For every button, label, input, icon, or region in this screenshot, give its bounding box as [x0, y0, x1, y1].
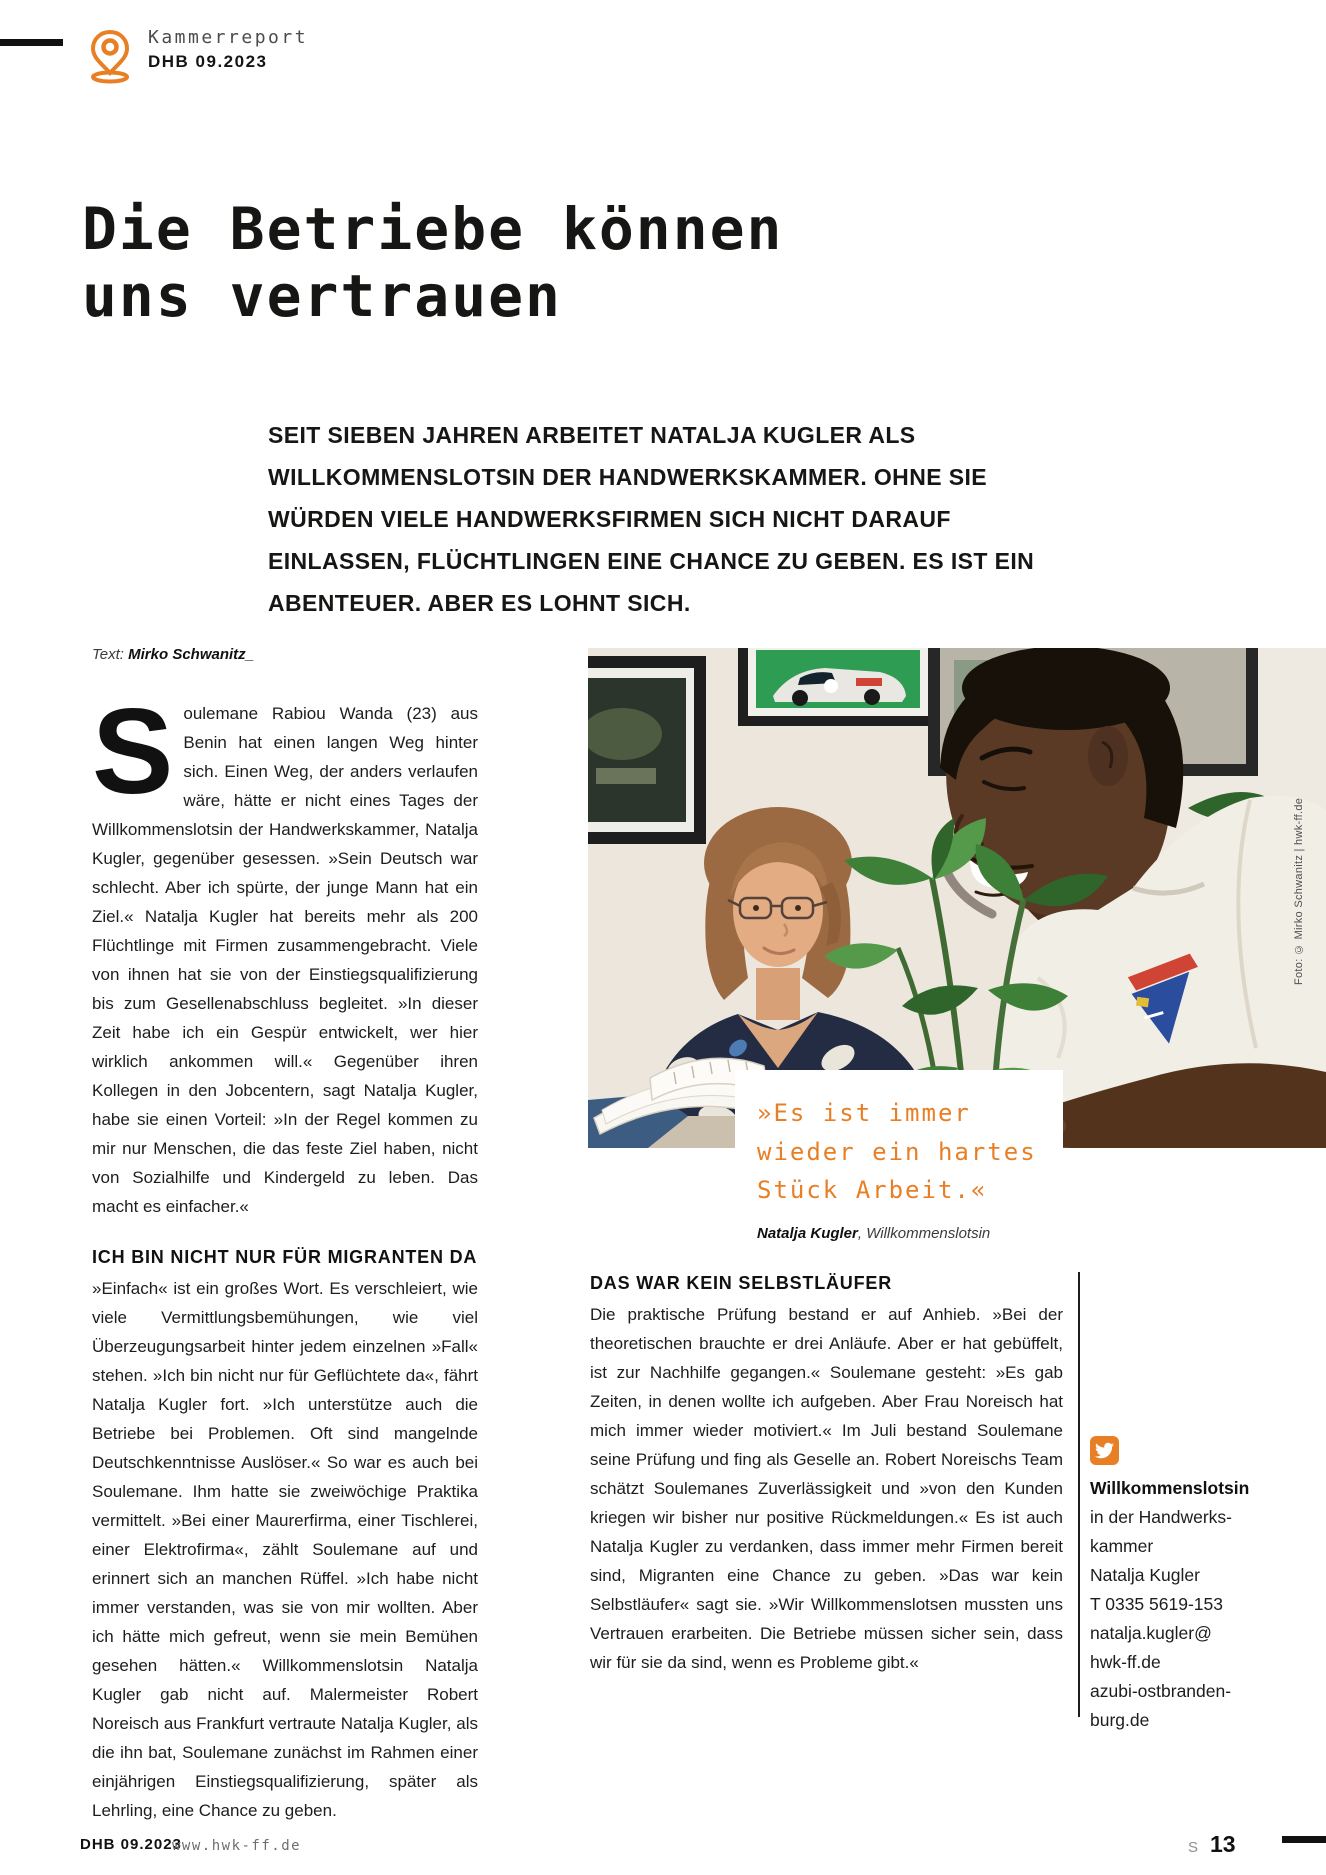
- sidebar-title: Willkommenslotsin: [1090, 1478, 1250, 1498]
- twitter-icon[interactable]: [1090, 1436, 1119, 1465]
- lead-paragraph: SEIT SIEBEN JAHREN ARBEITET NATALJA KUGLER ALS WILLKOMMENSLOTSIN DER HANDWERKSKAMMER. OHNE SIE WÜRDEN VIELE HANDWERKSFIRMEN SICH NICHT DARAUF EINLASSEN, FLÜCHTLINGEN EINE CHANCE ZU GEBEN. ES IST EIN ABENTEUER. ABER ES LOHNT SICH.: [268, 422, 1035, 616]
- sidebar-email-line1[interactable]: natalja.kugler@: [1090, 1623, 1212, 1643]
- twitter-bird-glyph: [1095, 1441, 1114, 1460]
- body-paragraph-1: [92, 683, 478, 1221]
- top-left-rule: [0, 39, 63, 46]
- issue-label: DHB 09.2023: [148, 52, 268, 71]
- sidebar-website-line1[interactable]: azubi-ostbranden-: [1090, 1681, 1232, 1701]
- picture-frame-center: [738, 648, 938, 726]
- sidebar-contact-name: Natalja Kugler: [1090, 1565, 1200, 1585]
- sidebar-website-line2[interactable]: burg.de: [1090, 1710, 1150, 1730]
- bottom-right-rule: [1282, 1836, 1326, 1843]
- footer-page-prefix: S: [1188, 1839, 1200, 1856]
- quote-caption-role: , Willkommenslotsin: [857, 1224, 991, 1242]
- picture-frame-left: [588, 656, 706, 844]
- title-line-1: Die Betriebe können: [82, 195, 784, 263]
- location-pin-icon: [86, 26, 134, 84]
- contact-sidebar: [1090, 1436, 1302, 1735]
- column-middle: [590, 1272, 1063, 1677]
- sidebar-phone[interactable]: T 0335 5619-153: [1090, 1594, 1223, 1614]
- pull-quote-line-3: Stück Arbeit.«: [757, 1176, 988, 1204]
- body-paragraph-1-text: oulemane Rabiou Wanda (23) aus Benin hat einen langen Weg hinter sich. Einen Weg, der anders verlaufen wäre, hätte er nicht eines Tages der Willkommenslotsin der Handwerkskammer, Natalja Kugler, gegenüber gesessen. »Sein Deutsch war schlecht. Aber ich spürte, der junge Mann hat ein Ziel.« Natalja Kugler hat bereits mehr als 200 Flüchtlinge mit Firmen zusammengebracht. Viele von ihnen hat sie von der Einstiegsqualifizierung bis zum Gesellenabschluss begleitet. »In dieser Zeit habe ich ein Gespür entwickelt, wer hier wirklich ankommen will.« Gegenüber ihren Kollegen in den Jobcentern, sagt Natalja Kugler, habe sie einen Vorteil: »In der Regel kommen zu mir nur Menschen, die das feste Ziel haben, nicht von Sozialhilfe und Kindergeld zu leben. Das macht es einfacher.«: [92, 704, 478, 1216]
- quote-caption-name: Natalja Kugler: [757, 1224, 858, 1242]
- dropcap: S: [92, 683, 171, 819]
- page-title: [82, 196, 783, 330]
- subhead-migranten: ICH BIN NICHT NUR FÜR MIGRANTEN DA: [92, 1247, 478, 1267]
- sidebar-line-org1: in der Handwerks-: [1090, 1507, 1232, 1527]
- column-left: [92, 683, 478, 1825]
- body-paragraph-3: Die praktische Prüfung bestand er auf Anhieb. »Bei der theoretischen brauchte er drei Anläufe. Aber er hat gebüffelt, ist zur Nachhilfe gegangen.« Soulemane gesteht: »Es gab Zeiten, in denen wollte ich aufgeben. Aber Frau Noreisch hat mich immer wieder motiviert.« Im Juli bestand Soulemane seine Prüfung und fing als Geselle an. Robert Noreischs Team schätzt Soulemanes Zuverlässigkeit und »von den Kunden kriegen wir bisher nur positive Rückmeldungen.« Es ist auch Natalja Kugler zu verdanken, dass immer mehr Firmen bereit sind, Migranten eine Chance zu geben. »Das war kein Selbstläufer« sagt sie. »Wir Willkommenslotsen mussten uns Vertrauen erarbeiten. Die Betriebe müssen sicher sein, dass wir für sie da sind, wenn es Probleme gibt.«: [590, 1305, 1063, 1672]
- body-paragraph-2: »Einfach« ist ein großes Wort. Es verschleiert, wie viele Vermittlungsbemühungen, wie viel Überzeugungsarbeit hinter jedem einzelnen »Fall« stehen. »Ich bin nicht nur für Geflüchtete da«, fährt Natalja Kugler fort. »Ich unterstütze auch die Betriebe bei Problemen. Oft sind mangelnde Deutschkenntnisse Auslöser.« So war es auch bei Soulemane. Ihm hatte sie zweiwöchige Praktika vermittelt. »Bei einer Maurerfirma, einer Tischlerei, einer Elektrofirma«, zählt Soulemane auf und erinnert sich an manchen Rüffel. »Ich habe nicht immer verstanden, was sie von mir wollten. Aber ich hätte mich gefreut, wenn sie mein Bemühen gesehen hätten.« Willkommenslotsin Natalja Kugler gab nicht auf. Malermeister Robert Noreisch aus Frankfurt vertraute Natalja Kugler, als die ihn bat, Soulemane zunächst im Rahmen einer einjährigen Einstiegsqualifizierung, später als Lehrling, eine Chance zu geben.: [92, 1279, 478, 1820]
- byline: [92, 646, 254, 663]
- footer-page-number: 13: [1210, 1831, 1236, 1857]
- sidebar-email-line2[interactable]: hwk-ff.de: [1090, 1652, 1161, 1672]
- footer-website[interactable]: www.hwk-ff.de: [172, 1838, 302, 1854]
- pull-quote-line-1: »Es ist immer: [757, 1099, 971, 1127]
- pull-quote-line-2: wieder ein hartes: [757, 1137, 1037, 1166]
- column-divider: [1078, 1272, 1080, 1717]
- subhead-selbstlaeufer: DAS WAR KEIN SELBSTLÄUFER: [590, 1273, 893, 1293]
- section-kicker: Kammerreport: [148, 27, 309, 48]
- photo-credit: Foto: © Mirko Schwanitz | hwk-ff.de: [1293, 797, 1305, 985]
- title-line-2: uns vertrauen: [82, 262, 562, 330]
- pull-quote-box: [735, 1070, 1063, 1246]
- byline-label: Text:: [92, 646, 124, 663]
- pull-quote-caption: [757, 1225, 1049, 1242]
- sidebar-line-org2: kammer: [1090, 1536, 1154, 1556]
- footer-issue: DHB 09.2023: [80, 1836, 182, 1853]
- byline-author: Mirko Schwanitz_: [128, 646, 254, 663]
